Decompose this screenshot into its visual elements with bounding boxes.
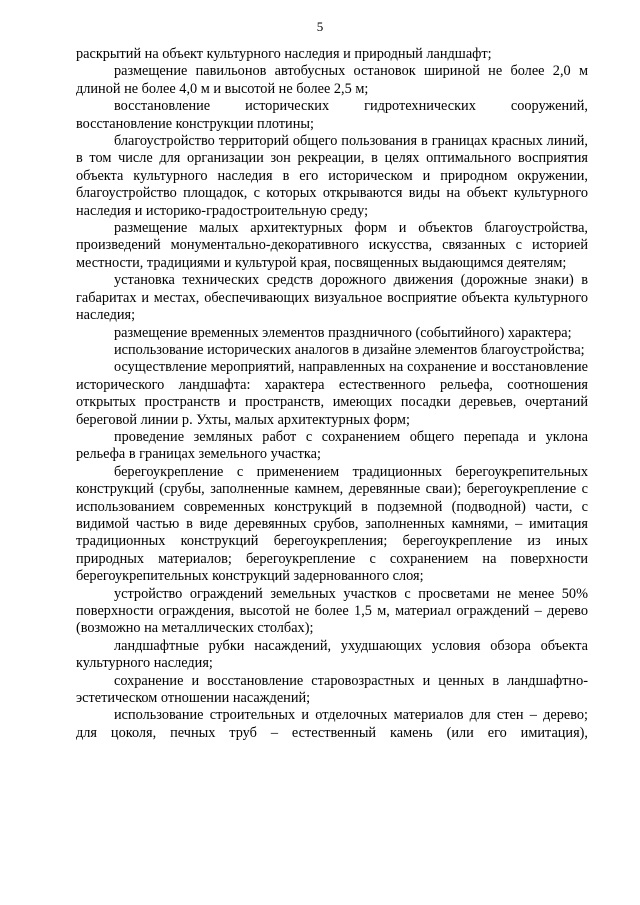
paragraph-10: проведение земляных работ с сохранением общего перепада и уклона рельефа в границах земельного участка;: [76, 428, 588, 463]
paragraph-12: устройство ограждений земельных участков с просветами не менее 50% поверхности ограждения, высотой не более 1,5 м, материал ограждений – дерево (возможно на металлических столбах);: [76, 585, 588, 637]
page-number: 5: [316, 19, 324, 34]
paragraph-3: восстановление исторических гидротехнических сооружений, восстановление конструкции плотины;: [76, 98, 588, 132]
paragraph-1: раскрытий на объект культурного наследия и природный ландшафт;: [76, 46, 492, 62]
paragraph-6: установка технических средств дорожного движения (дорожные знаки) в габаритах и местах, обеспечивающих визуальное восприятие объекта культурного наследия;: [76, 272, 588, 324]
paragraph-11: берегоукрепление с применением традиционных берегоукрепительных конструкций (срубы, заполненные камнем, деревянные сваи); берегоукрепление с использованием современных конструкций в подземной (подводной) части, с видимой частью в виде деревянных срубов, заполненных камнями, – имитация традиционных конструкций берегоукрепления; берегоукрепление из иных природных материалов; берегоукрепление с сохранением на поверхности берегоукрепительных конструкций задернованного слоя;: [76, 463, 588, 585]
paragraph-8: использование исторических аналогов в дизайне элементов благоустройства;: [114, 341, 585, 358]
paragraph-15: использование строительных и отделочных материалов для стен – дерево; для цоколя, печных труб – естественный камень (или его имитация),: [76, 707, 588, 741]
paragraph-7: размещение временных элементов праздничного (событийного) характера;: [114, 324, 572, 341]
paragraph-4: благоустройство территорий общего пользования в границах красных линий, в том числе для организации зон рекреации, в целях оптимального восприятия объекта культурного наследия в его историческом и природном окружении, благоустройство площадок, с которых открываются виды на объект культурного наследия и историко-градостроительную среду;: [76, 133, 588, 219]
paragraph-2: размещение павильонов автобусных остановок шириной не более 2,0 м длиной не более 4,0 м и высотой не более 2,5 м;: [76, 63, 588, 97]
paragraph-14: сохранение и восстановление старовозрастных и ценных в ландшафтно-эстетическом отношении насаждений;: [76, 672, 588, 707]
paragraph-5: размещение малых архитектурных форм и объектов благоустройства, произведений монументально-декоративного искусства, связанных с историей местности, традициями и культурой края, посвященных выдающимся деятелям;: [76, 220, 588, 271]
paragraph-13: ландшафтные рубки насаждений, ухудшающих условия обзора объекта культурного наследия;: [76, 637, 588, 672]
document-body: [76, 46, 588, 742]
paragraph-9: осуществление мероприятий, направленных на сохранение и восстановление исторического ландшафта: характера естественного рельефа, соотношения открытых пространств и пространств, имеющих посадки деревьев, очертаний береговой линии р. Ухты, малых архитектурных форм;: [76, 359, 588, 428]
